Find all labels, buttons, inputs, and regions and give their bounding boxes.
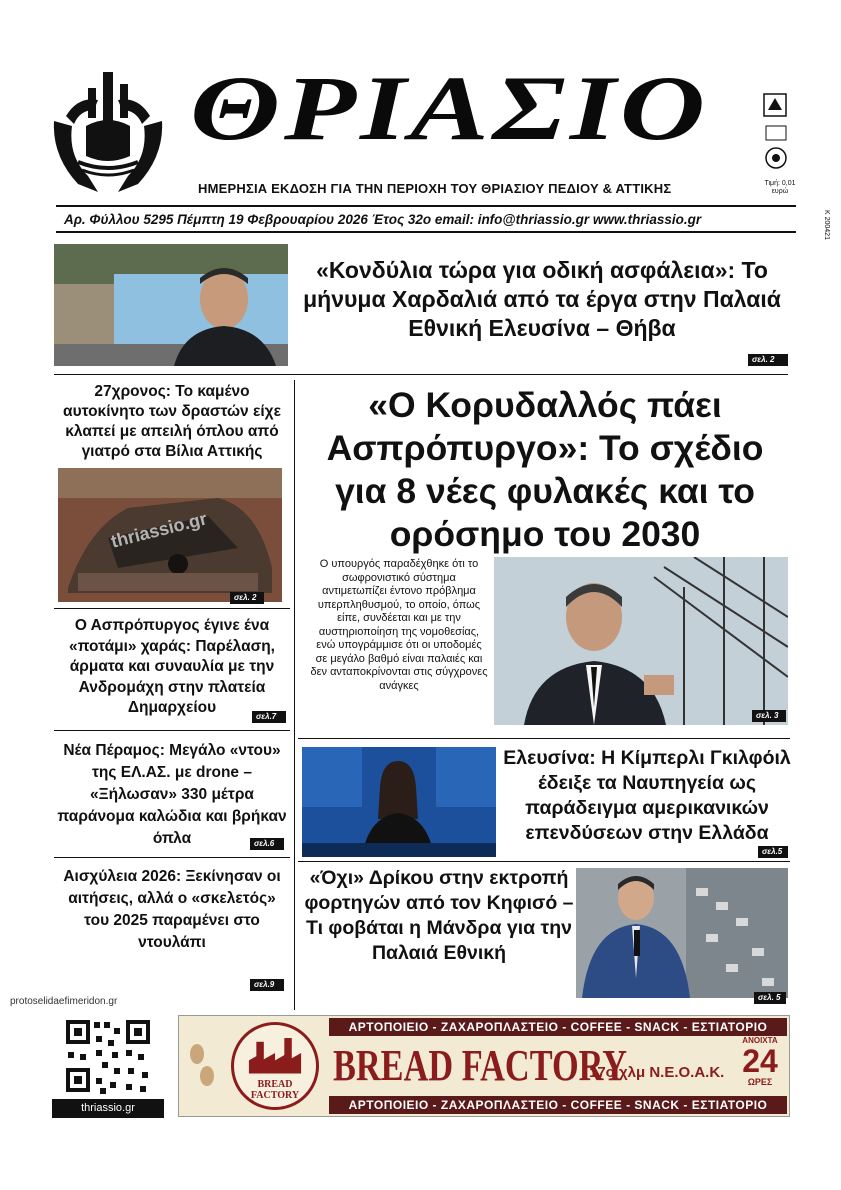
ad-top-strip: ΑΡΤΟΠΟΙΕΙΟ - ΖΑΧΑΡΟΠΛΑΣΤΕΙΟ - COFFEE - SNACK - ΕΣΤΙΑΤΟΡΙΟ [329,1018,787,1036]
ad-brand-name: BREAD FACTORY [333,1041,628,1090]
main-story-headline[interactable]: «Ο Κορυδαλλός πάει Ασπρόπυργο»: Το σχέδιο για 8 νέες φυλακές και το ορόσημο του 2030 [326,385,764,554]
car-story-page-tag: σελ. 2 [230,592,264,604]
newspaper-logo [48,66,168,194]
ad-logo-text: BREAD FACTORY [250,1079,300,1101]
ad-logo [231,1022,319,1110]
qr-site-label: thriassio.gr [52,1099,164,1118]
ad-hours-number: 24 [742,1043,778,1079]
newspaper-title: ΘΡΙΑΣΙΟ [190,57,709,160]
chrysochoidis-photo [494,557,788,725]
top-story-headline[interactable]: «Κονδύλια τώρα για οδική ασφάλεια»: Το μήνυμα Χαρδαλιά από τα έργα στην Παλαιά Εθνική Ελευσίνα – Θήβα [303,257,781,341]
ad-hours-top: ΑΝΟΙΧΤΑ [742,1036,778,1045]
ad-location: 17ο χλμ Ν.Ε.Ο.Α.Κ. [589,1064,725,1081]
guilfoyle-story-page-tag: σελ.5 [758,846,788,858]
divider [54,374,788,375]
divider [54,730,290,731]
main-story-body: Ο υπουργός παραδέχθηκε ότι το σωφρονιστικό σύστημα αντιμετωπίζει έντονο πρόβλημα υπερπληθυσμού, το οποίο, όπως είπε, συνδέεται και με την αυστηριοποίηση της νομοθεσίας, ενώ υπογράμμισε ότι οι υποδομές σε μεγάλο βαθμό είναι παλαιές και δεν ανταποκρίνονται στις σύγχρονες ανάγκες [310,558,488,692]
guilfoyle-photo [302,747,496,857]
ad-hours-badge [735,1036,785,1087]
aischyleia-story-page-tag: σελ.9 [250,979,284,991]
photo-watermark: thriassio.gr [108,508,209,552]
source-watermark: protoselidaefimeridon.gr [10,996,118,1007]
bread-factory-ad[interactable] [178,1015,790,1117]
divider [298,738,790,739]
newspaper-subtitle: ΗΜΕΡΗΣΙΑ ΕΚΔΟΣΗ ΓΙΑ ΤΗΝ ΠΕΡΙΟΧΗ ΤΟΥ ΘΡΙΑΣΙΟΥ ΠΕΔΙΟΥ & ΑΤΤΙΚΗΣ [198,181,672,196]
carnival-story-page-tag: σελ.7 [252,711,286,723]
divider [54,608,290,609]
price-label: Τιμή: 0,01 ευρώ [764,180,796,195]
divider [298,861,790,862]
guilfoyle-story-headline[interactable]: Ελευσίνα: Η Κίμπερλι Γκιλφόιλ έδειξε τα Ναυπηγεία ως παράδειγμα αμερικανικών επενδύσεων στην Ελλάδα [503,747,791,844]
hardalias-photo [54,244,288,366]
barcode-emblem [760,90,796,180]
drikos-photo [576,868,788,998]
ad-hours-unit: ΩΡΕΣ [747,1077,773,1087]
issue-info-text: Αρ. Φύλλου 5295 Πέμπτη 19 Φεβρουαρίου 2026 Έτος 32ο email: info@thriassio.gr www.thriassio.gr [64,212,702,227]
divider [54,857,290,858]
publication-code: Κ 200421 [823,210,830,240]
car-story-headline[interactable]: 27χρονος: Το καμένο αυτοκίνητο των δραστών είχε κλαπεί με απειλή όπλου από γιατρό στα Βίλια Αττικής [63,383,281,460]
carnival-story-headline[interactable]: Ο Ασπρόπυργος έγινε ένα «ποτάμι» χαράς: Παρέλαση, άρματα και συναυλία με την Ανδρομάχη στην πλατεία Δημαρχείου [68,617,275,716]
top-story-page-tag: σελ. 2 [748,354,788,366]
ad-bottom-strip: ΑΡΤΟΠΟΙΕΙΟ - ΖΑΧΑΡΟΠΛΑΣΤΕΙΟ - COFFEE - SNACK - ΕΣΤΙΑΤΟΡΙΟ [329,1096,787,1114]
perama-story-headline[interactable]: Νέα Πέραμος: Μεγάλο «ντου» της ΕΛ.ΑΣ. με drone – «Ξήλωσαν» 330 μέτρα παράνομα καλώδια και βρήκαν όπλα [57,742,287,847]
perama-story-page-tag: σελ.6 [250,838,284,850]
column-divider [294,380,295,1010]
drikos-story-page-tag: σελ. 5 [754,992,786,1004]
drikos-story-headline[interactable]: «Όχι» Δρίκου στην εκτροπή φορτηγών από τον Κηφισό – Τι φοβάται η Μάνδρα για την Παλαιά Εθνική [304,867,574,964]
main-story-page-tag: σελ. 3 [752,710,786,722]
aischyleia-story-headline[interactable]: Αισχύλεια 2026: Ξεκίνησαν οι αιτήσεις, αλλά ο «σκελετός» του 2025 παραμένει στο ντουλάπι [63,868,281,951]
ad-coffee-beans [185,1040,219,1090]
